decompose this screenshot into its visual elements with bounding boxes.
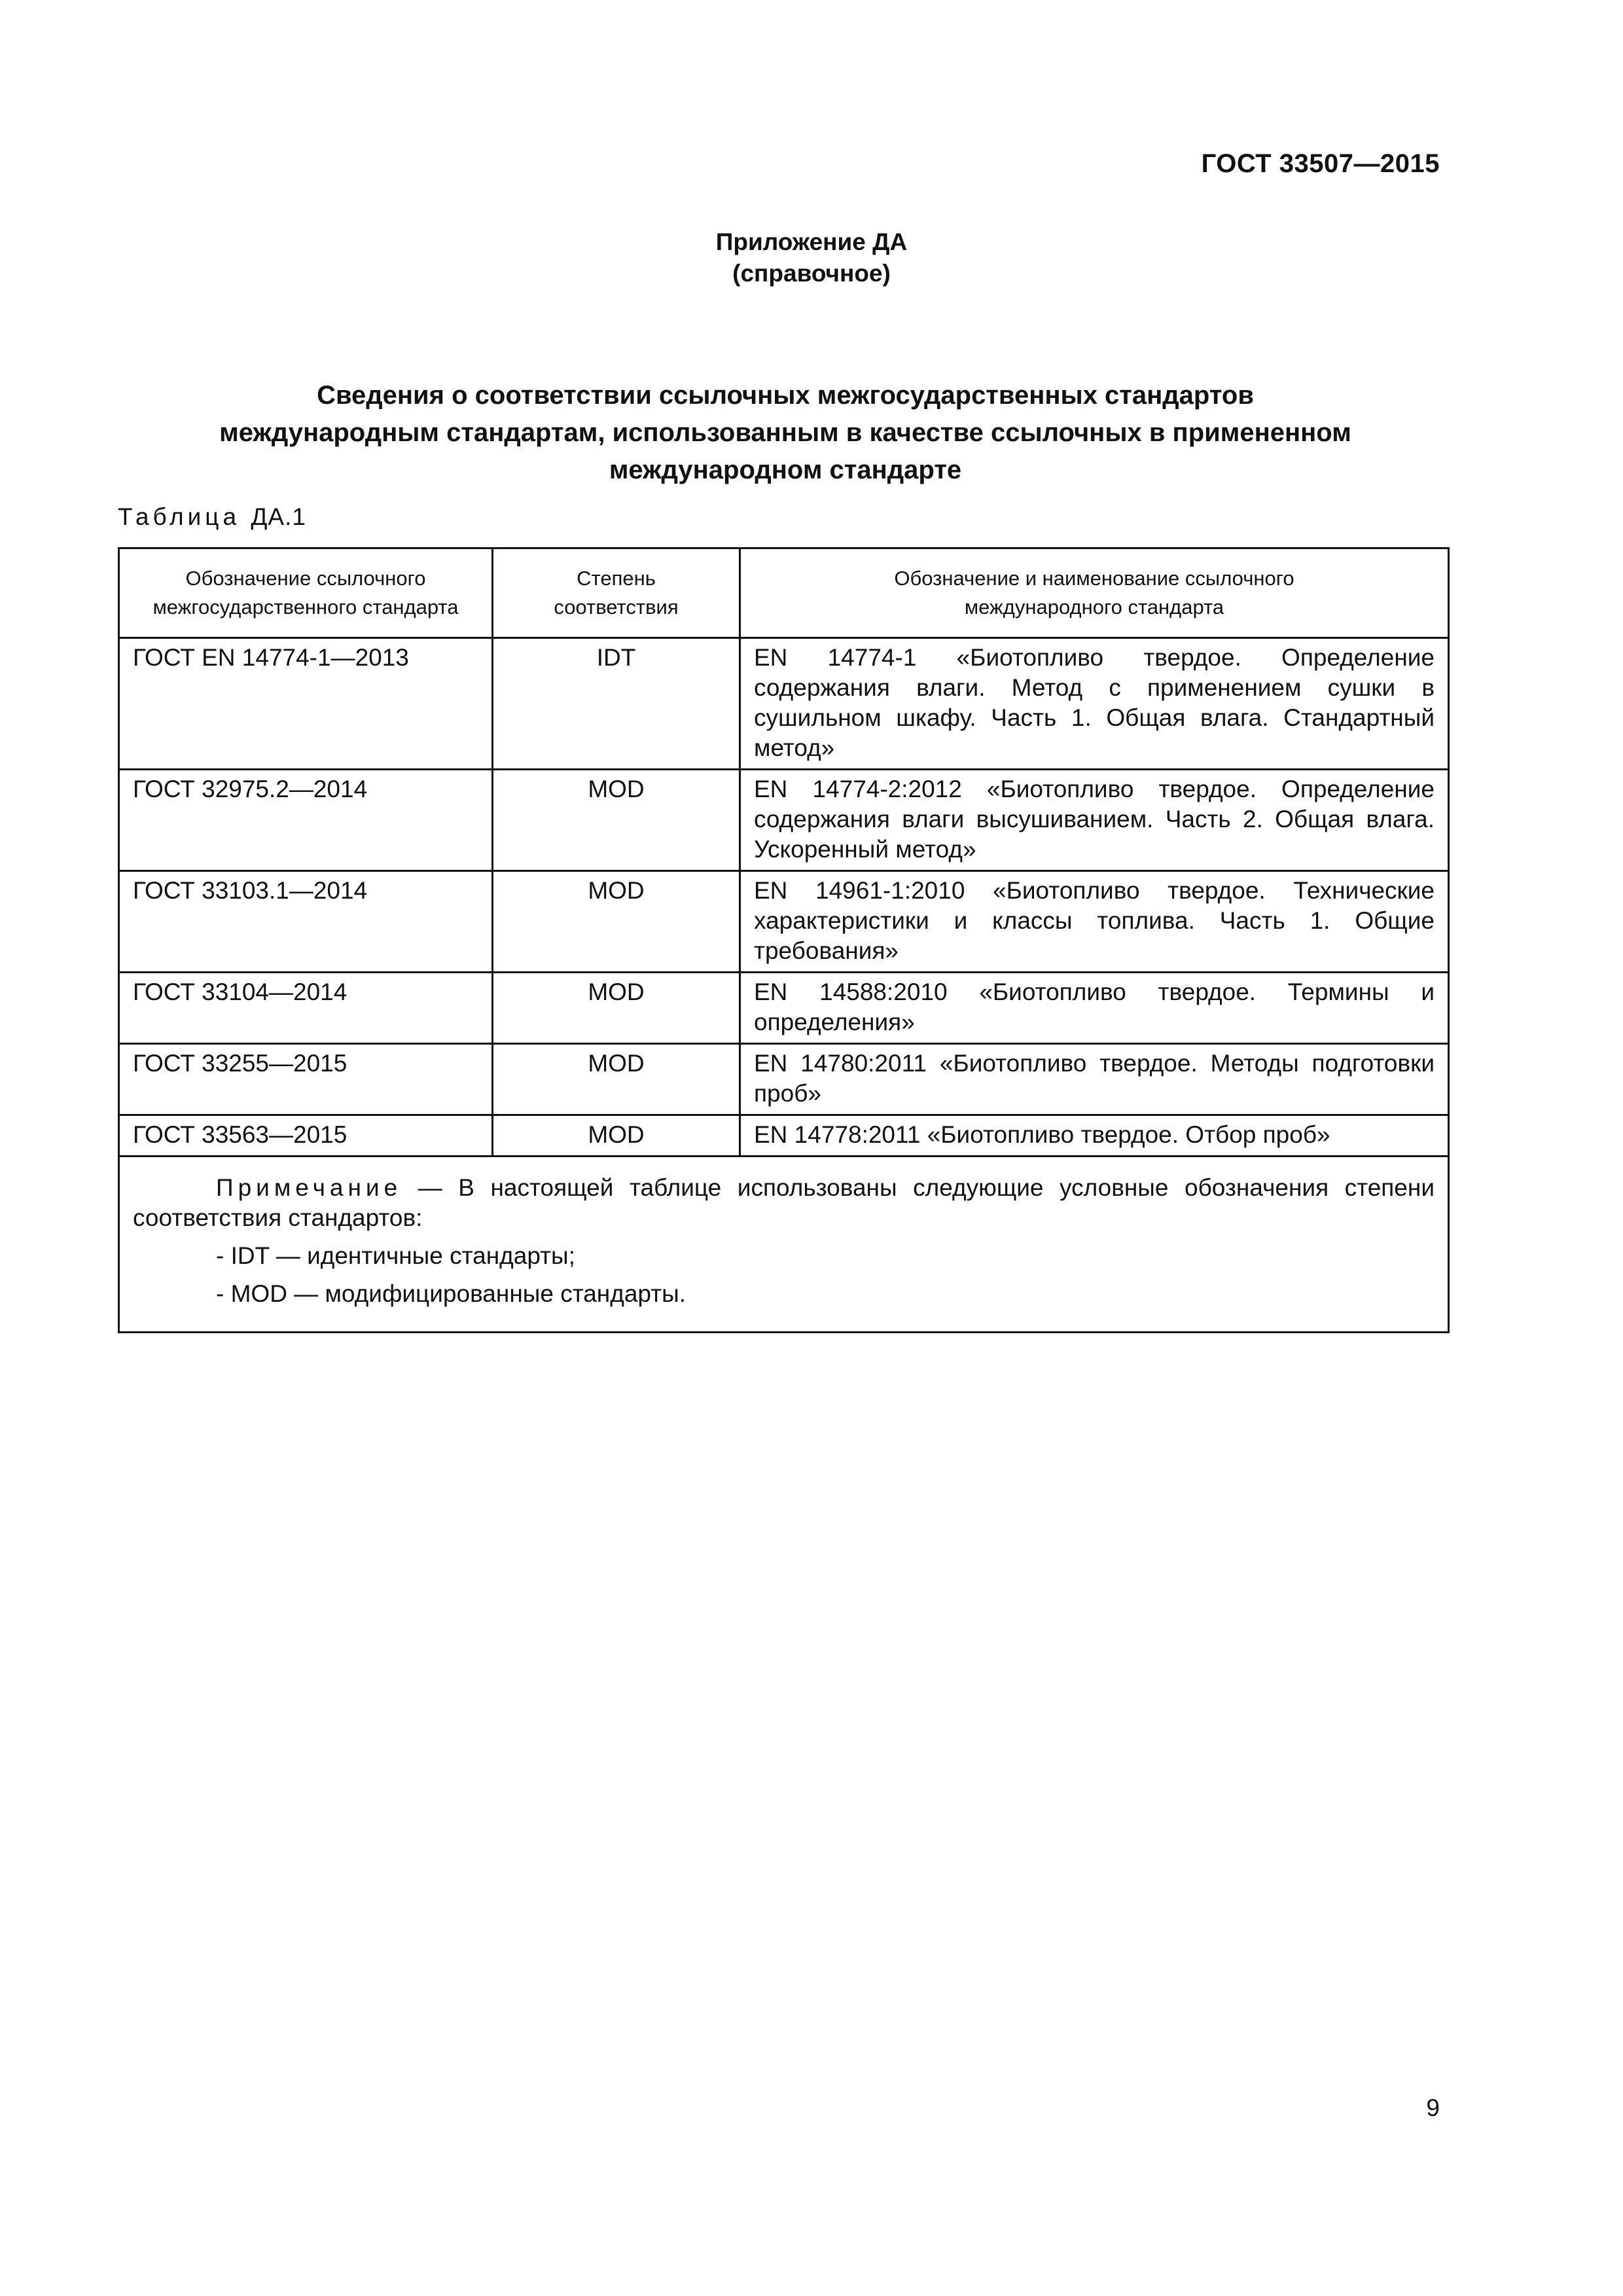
- cell-degree: MOD: [493, 871, 740, 973]
- column-header-designation: Обозначение ссылочного межгосударственного стандарта: [119, 548, 493, 638]
- table-row: [119, 1115, 1449, 1157]
- column-header-international: Обозначение и наименование ссылочного международного стандарта: [740, 548, 1449, 638]
- table-caption: [118, 503, 306, 531]
- section-title: [118, 377, 1453, 489]
- cell-designation: ГОСТ 33104—2014: [119, 973, 493, 1044]
- cell-international: EN 14588:2010 «Биотопливо твердое. Термины и определения»: [740, 973, 1449, 1044]
- cell-degree: MOD: [493, 1115, 740, 1157]
- cell-degree: IDT: [493, 638, 740, 770]
- cell-international: EN 14780:2011 «Биотопливо твердое. Методы подготовки проб»: [740, 1044, 1449, 1115]
- note-label: Примечание: [216, 1174, 402, 1201]
- title-line: международном стандарте: [609, 456, 962, 484]
- appendix-heading: [0, 226, 1623, 289]
- table-row: [119, 973, 1449, 1044]
- cell-degree: MOD: [493, 770, 740, 871]
- cell-designation: ГОСТ EN 14774-1—2013: [119, 638, 493, 770]
- document-code: ГОСТ 33507—2015: [1201, 149, 1440, 178]
- cell-international: EN 14774-2:2012 «Биотопливо твердое. Определение содержания влаги высушиванием. Часть 2. Общая влага. Ускоренный метод»: [740, 770, 1449, 871]
- column-header-degree: Степень соответствия: [493, 548, 740, 638]
- cell-degree: MOD: [493, 973, 740, 1044]
- table-row: [119, 871, 1449, 973]
- page-number: 9: [1426, 2094, 1440, 2121]
- cell-degree: MOD: [493, 1044, 740, 1115]
- table-row: [119, 770, 1449, 871]
- table-note: [119, 1157, 1449, 1333]
- cell-international: EN 14778:2011 «Биотопливо твердое. Отбор проб»: [740, 1115, 1449, 1157]
- table-row: [119, 638, 1449, 770]
- table-note-row: [119, 1157, 1449, 1333]
- table-caption-number: ДА.1: [251, 503, 306, 530]
- cell-designation: ГОСТ 33255—2015: [119, 1044, 493, 1115]
- note-list-item: - IDT — идентичные стандарты;: [216, 1242, 575, 1269]
- cell-designation: ГОСТ 32975.2—2014: [119, 770, 493, 871]
- table-row: [119, 1044, 1449, 1115]
- standards-correspondence-table: [118, 547, 1450, 1333]
- note-paragraph: [133, 1173, 1435, 1233]
- appendix-title: Приложение ДА: [715, 228, 908, 255]
- title-line: международным стандартам, использованным в качестве ссылочных в примененном: [219, 418, 1351, 447]
- table-header-row: [119, 548, 1449, 638]
- appendix-subtitle: (справочное): [732, 260, 891, 287]
- cell-international: EN 14774-1 «Биотопливо твердое. Определение содержания влаги. Метод с применением сушки в сушильном шкафу. Часть 1. Общая влага. Стандартный метод»: [740, 638, 1449, 770]
- note-list-item: - MOD — модифицированные стандарты.: [216, 1280, 686, 1307]
- table-caption-label: Таблица: [118, 503, 241, 530]
- cell-international: EN 14961-1:2010 «Биотопливо твердое. Технические характеристики и классы топлива. Часть 1. Общие требования»: [740, 871, 1449, 973]
- cell-designation: ГОСТ 33563—2015: [119, 1115, 493, 1157]
- title-line: Сведения о соответствии ссылочных межгосударственных стандартов: [317, 381, 1254, 410]
- note-text: — В настоящей таблице использованы следующие условные обозначения степени соответствия стандартов:: [133, 1174, 1435, 1231]
- cell-designation: ГОСТ 33103.1—2014: [119, 871, 493, 973]
